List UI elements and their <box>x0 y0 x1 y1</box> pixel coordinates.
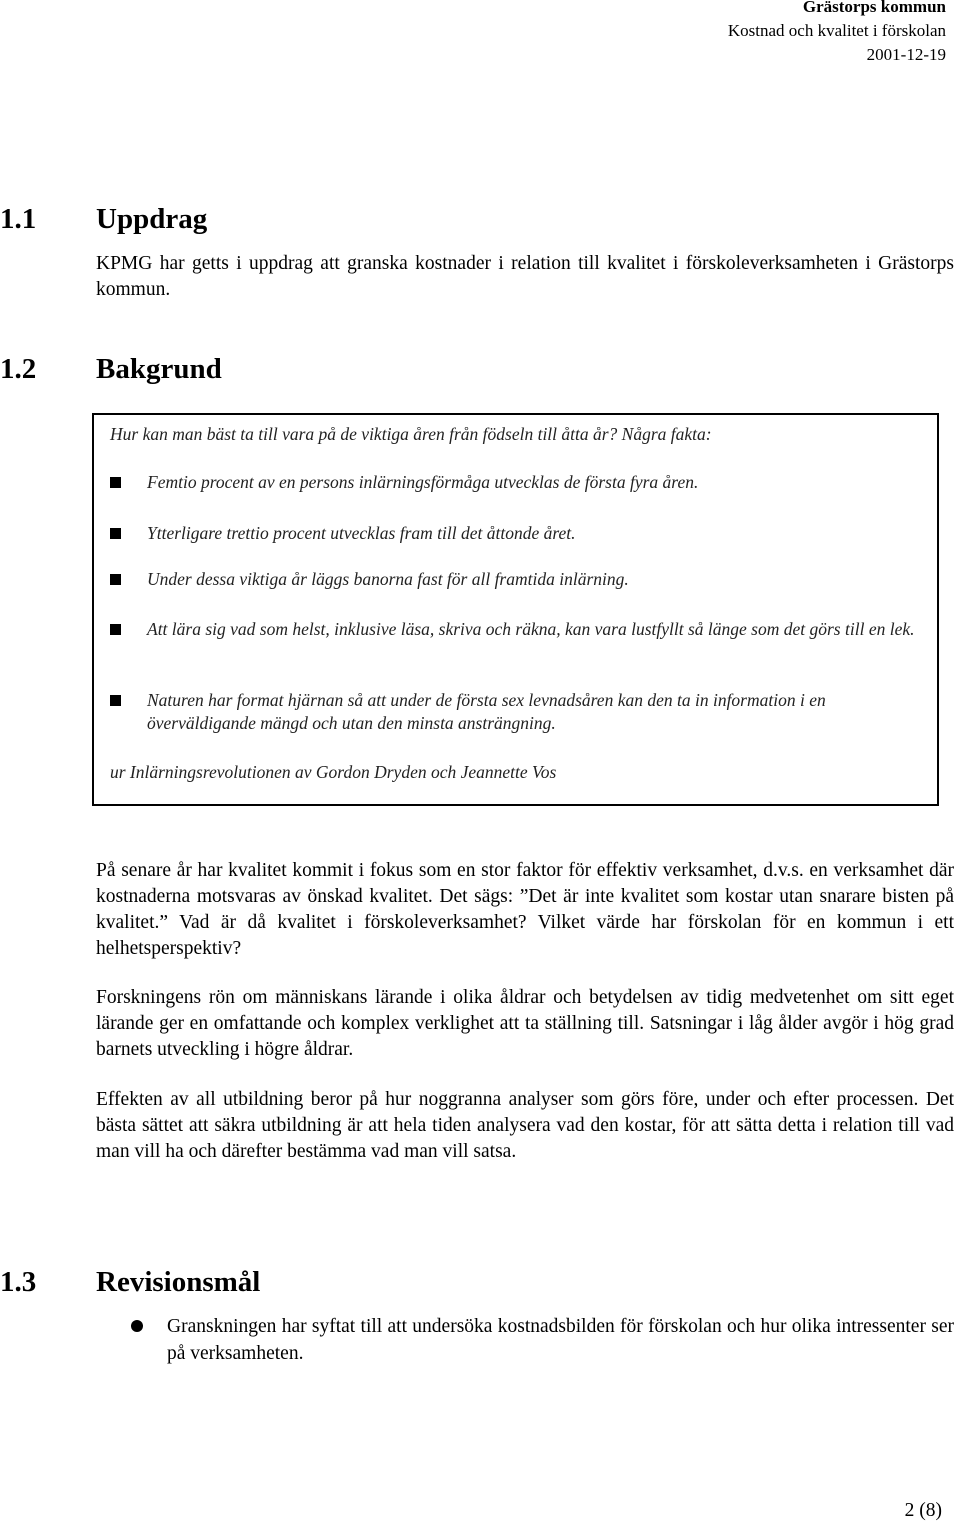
section-number: 1.2 <box>0 353 37 385</box>
section-title: Revisionsmål <box>96 1266 261 1298</box>
facts-source: ur Inlärningsrevolutionen av Gordon Dryden och Jeannette Vos <box>110 762 557 782</box>
square-bullet-icon <box>110 574 121 585</box>
facts-intro: Hur kan man bäst ta till vara på de viktiga åren från födseln till åtta år? Några fakta: <box>110 424 712 444</box>
fact-text: Naturen har format hjärnan så att under de första sex levnadsåren kan den ta in information i en överväldigande mängd och utan den minsta ansträngning. <box>147 690 826 733</box>
section-number: 1.3 <box>0 1266 37 1298</box>
header-organization: Grästorps kommun <box>802 0 946 16</box>
facts-box <box>92 413 939 806</box>
header-document-title: Kostnad och kvalitet i förskolan <box>727 21 946 40</box>
fact-text: Ytterligare trettio procent utvecklas fram till det åttonde året. <box>147 523 576 543</box>
page-number: 2 (8) <box>904 1500 942 1521</box>
fact-text: Femtio procent av en persons inlärningsförmåga utvecklas de första fyra åren. <box>147 472 699 492</box>
bakgrund-paragraph: Effekten av all utbildning beror på hur noggranna analyser som görs före, under och efter processen. Det bästa sättet att säkra utbildning är att hela tiden analysera vad den kostar, för att sätta detta i relation till vad man vill ha och därefter bestämma vad man vill satsa. <box>96 1089 954 1162</box>
fact-text: Under dessa viktiga år läggs banorna fast för all framtida inlärning. <box>147 569 629 589</box>
square-bullet-icon <box>110 695 121 706</box>
section-title: Bakgrund <box>96 353 222 385</box>
section-title: Uppdrag <box>96 203 208 235</box>
square-bullet-icon <box>110 477 121 488</box>
fact-text: Att lära sig vad som helst, inklusive läsa, skriva och räkna, kan vara lustfyllt så länge som det görs till en lek. <box>147 619 915 639</box>
square-bullet-icon <box>110 528 121 539</box>
square-bullet-icon <box>110 624 121 635</box>
revisionsmal-bullet-text: Granskningen har syftat till att undersöka kostnadsbilden för förskolan och hur olika intressenter ser på verksamheten. <box>167 1316 954 1364</box>
uppdrag-paragraph: KPMG har getts i uppdrag att granska kostnader i relation till kvalitet i förskoleverksamheten i Grästorps kommun. <box>96 253 954 300</box>
bullet-dot-icon <box>131 1320 143 1332</box>
bakgrund-paragraph: Forskningens rön om människans lärande i olika åldrar och betydelsen av tidig medvetenhet om sitt eget lärande ger en omfattande och komplex verklighet att ta ställning till. Satsningar i låg ålder avgör i hög grad barnets utveckling i högre åldrar. <box>96 987 954 1060</box>
section-number: 1.1 <box>0 203 37 235</box>
header-date: 2001-12-19 <box>866 45 946 64</box>
bakgrund-paragraph: På senare år har kvalitet kommit i fokus som en stor faktor för effektiv verksamhet, d.v.s. en verksamhet där kostnaderna motsvaras av önskad kvalitet. Det sägs: ”Det är inte kvalitet som kostar utan snarare bisten på kvalitet.” Vad är då kvalitet i förskoleverksamhet? Vilket värde har förskolan för en kommun i ett helhetsperspektiv? <box>96 860 954 959</box>
